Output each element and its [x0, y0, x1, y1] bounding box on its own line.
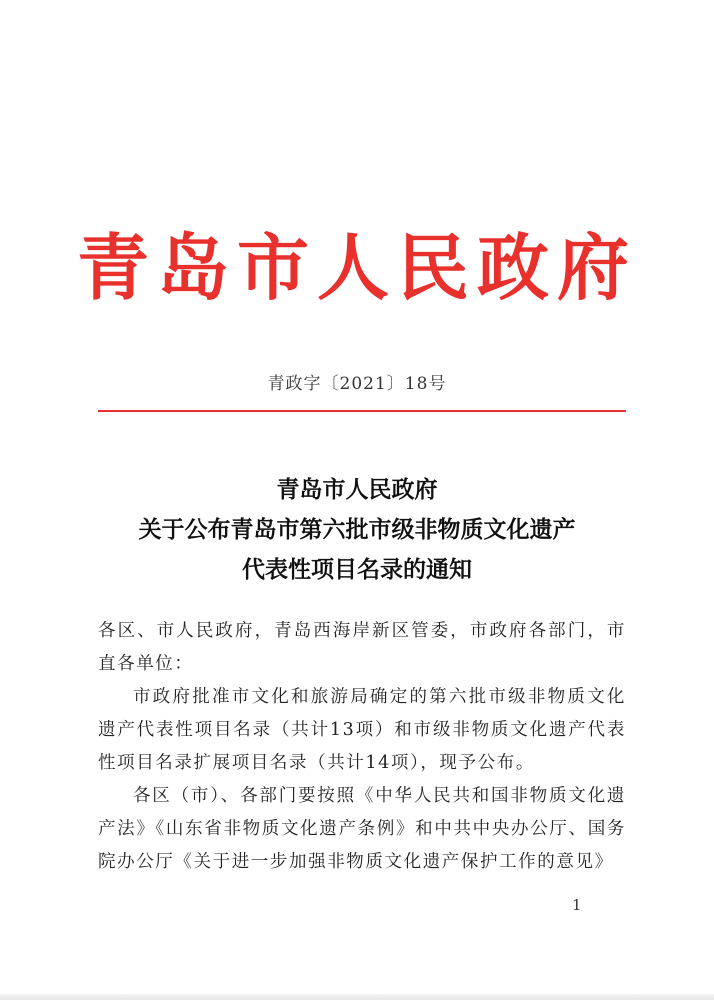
page-number: 1 — [572, 896, 582, 914]
title-line-2: 关于公布青岛市第六批市级非物质文化遗产 — [138, 517, 576, 543]
title-line-1: 青岛市人民政府 — [276, 477, 438, 503]
issuer-masthead: 青岛市人民政府 — [76, 226, 637, 310]
document-number: 青政字〔2021〕18号 — [267, 374, 447, 394]
document-title — [0, 470, 714, 590]
page-bottom-edge — [0, 994, 714, 1000]
title-line-3: 代表性项目名录的通知 — [242, 557, 472, 583]
body-paragraph: 市政府批准市文化和旅游局确定的第六批市级非物质文化遗产代表性项目名录（共计13项）和市级非物质文化遗产代表性项目名录扩展项目名录（共计14项），现予公布。 — [98, 687, 626, 773]
salutation: 各区、市人民政府，青岛西海岸新区管委，市政府各部门，市直各单位： — [98, 621, 626, 674]
red-divider-line — [98, 410, 626, 412]
body-paragraph: 各区（市）、各部门要按照《中华人民共和国非物质文化遗产法》《山东省非物质文化遗产条例》和中共中央办公厅、国务院办公厅《关于进一步加强非物质文化遗产保护工作的意见》 — [98, 786, 626, 872]
